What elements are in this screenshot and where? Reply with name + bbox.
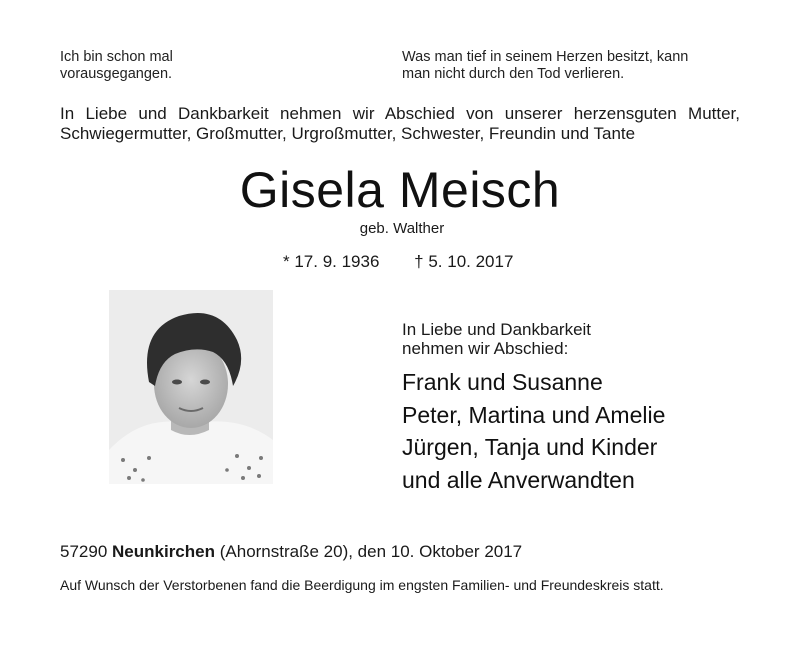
quote-left-line-2: vorausgegangen. [60,66,173,82]
place-and-date [60,542,522,562]
deceased-name: Gisela Meisch [239,162,561,218]
mourner-item: Frank und Susanne [402,369,603,395]
mourners-list [402,366,665,496]
quote-left-line-1: Ich bin schon mal [60,49,173,65]
birth-date: * 17. 9. 1936 [283,252,380,271]
quote-right-line-1: Was man tief in seinem Herzen besitzt, kann [402,49,689,65]
intro-line-1: In Liebe und Dankbarkeit nehmen wir Abschied von unserer herzensguten Mutter, [60,104,740,123]
death-date: † 5. 10. 2017 [414,252,514,271]
quote-right [402,49,742,83]
thanks-line-2: nehmen wir Abschied: [402,339,569,358]
portrait-photo-icon [109,290,273,484]
intro-text [60,104,740,144]
mourner-item: Jürgen, Tanja und Kinder [402,434,658,460]
intro-line-2: Schwiegermutter, Großmutter, Urgroßmutter, Schwester, Freundin und Tante [60,124,636,143]
place-city: Neunkirchen [112,542,215,561]
quote-left [60,49,360,83]
place-rest: (Ahornstraße 20), den 10. Oktober 2017 [219,542,523,561]
thanks-text [402,320,591,358]
quote-right-line-2: man nicht durch den Tod verlieren. [402,66,625,82]
portrait-photo [109,290,273,484]
maiden-name: geb. Walther [359,220,445,237]
place-zip: 57290 [60,542,108,561]
funeral-note: Auf Wunsch der Verstorbenen fand die Beerdigung im engsten Familien- und Freundeskreis statt. [60,577,664,593]
thanks-line-1: In Liebe und Dankbarkeit [402,320,592,339]
mourner-item: und alle Anverwandten [402,466,635,493]
life-dates [283,252,513,272]
mourner-item: Peter, Martina und Amelie [402,401,666,428]
